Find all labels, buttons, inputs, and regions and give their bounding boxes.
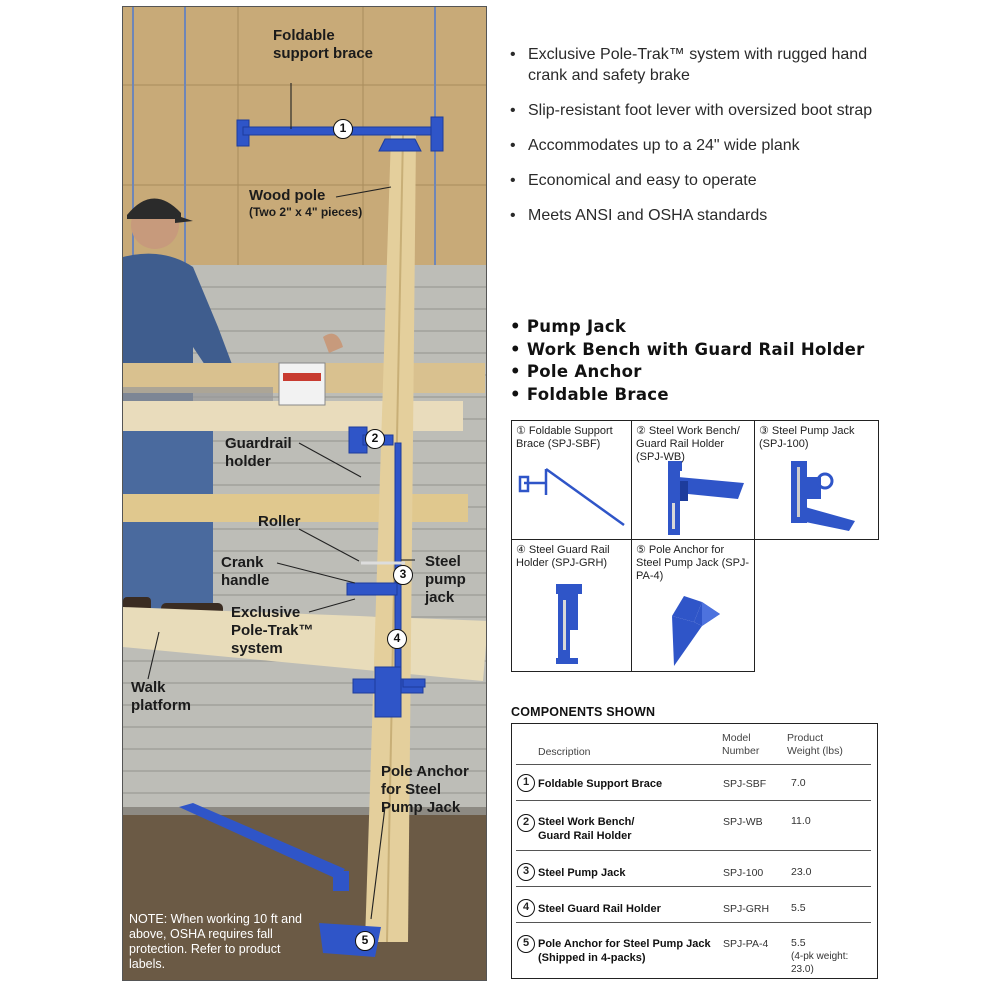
row-number: 5	[517, 935, 535, 953]
badge-1: 1	[333, 119, 353, 139]
feature-item: • Exclusive Pole-Trak™ system with rugged hand crank and safety brake	[510, 44, 890, 86]
callout-wood-pole-title: Wood pole	[249, 187, 326, 204]
part-caption: ③ Steel Pump Jack (SPJ-100)	[759, 425, 855, 450]
callout-roller: Roller	[258, 513, 301, 530]
callout-guardrail: Guardrail holder	[225, 435, 292, 470]
header-model: Model Number	[722, 732, 760, 757]
callout-brace: Foldable support brace	[273, 27, 374, 62]
part-caption: ② Steel Work Bench/ Guard Rail Holder (SPJ-WB)	[636, 425, 740, 463]
row-number: 4	[517, 899, 535, 917]
feature-item: • Meets ANSI and OSHA standards	[510, 205, 890, 226]
badge-3: 3	[393, 565, 413, 585]
callout-pole-anchor: Pole Anchor for Steel Pump Jack	[381, 763, 469, 816]
callout-walk-platform: Walk platform	[131, 679, 191, 714]
scene-illustration	[123, 7, 487, 981]
part-caption: ④ Steel Guard Rail Holder (SPJ-GRH)	[516, 544, 610, 569]
parts-grid	[511, 420, 879, 672]
table-row	[516, 800, 871, 850]
included-items-list	[510, 316, 865, 406]
feature-item: • Economical and easy to operate	[510, 170, 890, 191]
part-card-pump-jack	[754, 420, 879, 540]
safety-note: NOTE: When working 10 ft and above, OSHA requires fall protection. Refer to product labels.	[129, 912, 302, 971]
row-weight: 5.5	[791, 902, 806, 914]
row-number: 3	[517, 863, 535, 881]
part-caption: ⑤ Pole Anchor for Steel Pump Jack (SPJ-PA-4)	[636, 544, 750, 582]
part-card-brace	[511, 420, 632, 540]
table-row	[516, 922, 871, 978]
included-item: • Pump Jack	[510, 316, 865, 339]
row-model: SPJ-GRH	[723, 903, 770, 915]
included-item: • Pole Anchor	[510, 361, 865, 384]
row-description: Pole Anchor for Steel Pump Jack (Shipped in 4-packs)	[538, 938, 711, 964]
header-weight: Product Weight (lbs)	[787, 732, 843, 757]
row-weight: 23.0	[791, 866, 812, 878]
table-row	[516, 850, 871, 886]
row-weight-note: (4-pk weight: 23.0)	[791, 951, 849, 975]
row-model: SPJ-SBF	[723, 778, 767, 790]
badge-5: 5	[355, 931, 375, 951]
included-item: • Work Bench with Guard Rail Holder	[510, 339, 865, 362]
part-card-guard-rail	[511, 539, 632, 672]
badge-2: 2	[365, 429, 385, 449]
row-number: 2	[517, 814, 535, 832]
feature-item: • Accommodates up to a 24" wide plank	[510, 135, 890, 156]
row-weight: 5.5	[791, 937, 806, 949]
row-description: Steel Pump Jack	[538, 867, 626, 879]
callout-wood-pole-sub: (Two 2" x 4" pieces)	[249, 205, 363, 219]
row-weight: 11.0	[791, 815, 811, 827]
table-row	[516, 886, 871, 922]
table-row	[516, 764, 871, 800]
callout-pole-trak: Exclusive Pole-Trak™ system	[231, 604, 314, 657]
callout-wood-pole	[249, 187, 409, 220]
row-model: SPJ-PA-4	[723, 938, 769, 950]
part-card-pole-anchor	[631, 539, 755, 672]
components-table	[511, 723, 878, 979]
included-item: • Foldable Brace	[510, 384, 865, 407]
part-caption: ① Foldable Support Brace (SPJ-SBF)	[516, 425, 613, 450]
header-description: Description	[538, 746, 591, 758]
row-weight: 7.0	[791, 777, 806, 789]
row-description: Steel Work Bench/ Guard Rail Holder	[538, 816, 635, 842]
row-model: SPJ-100	[723, 867, 764, 879]
row-number: 1	[517, 774, 535, 792]
badge-4: 4	[387, 629, 407, 649]
row-description: Foldable Support Brace	[538, 778, 663, 790]
row-description: Steel Guard Rail Holder	[538, 903, 661, 915]
part-card-work-bench	[631, 420, 755, 540]
product-photo	[122, 6, 487, 981]
feature-item: • Slip-resistant foot lever with oversized boot strap	[510, 100, 890, 121]
callout-crank: Crank handle	[221, 554, 270, 589]
callout-steel-jack: Steel pump jack	[425, 553, 466, 606]
feature-list	[510, 44, 890, 240]
row-model: SPJ-WB	[723, 816, 763, 828]
components-title: COMPONENTS SHOWN	[511, 705, 656, 719]
